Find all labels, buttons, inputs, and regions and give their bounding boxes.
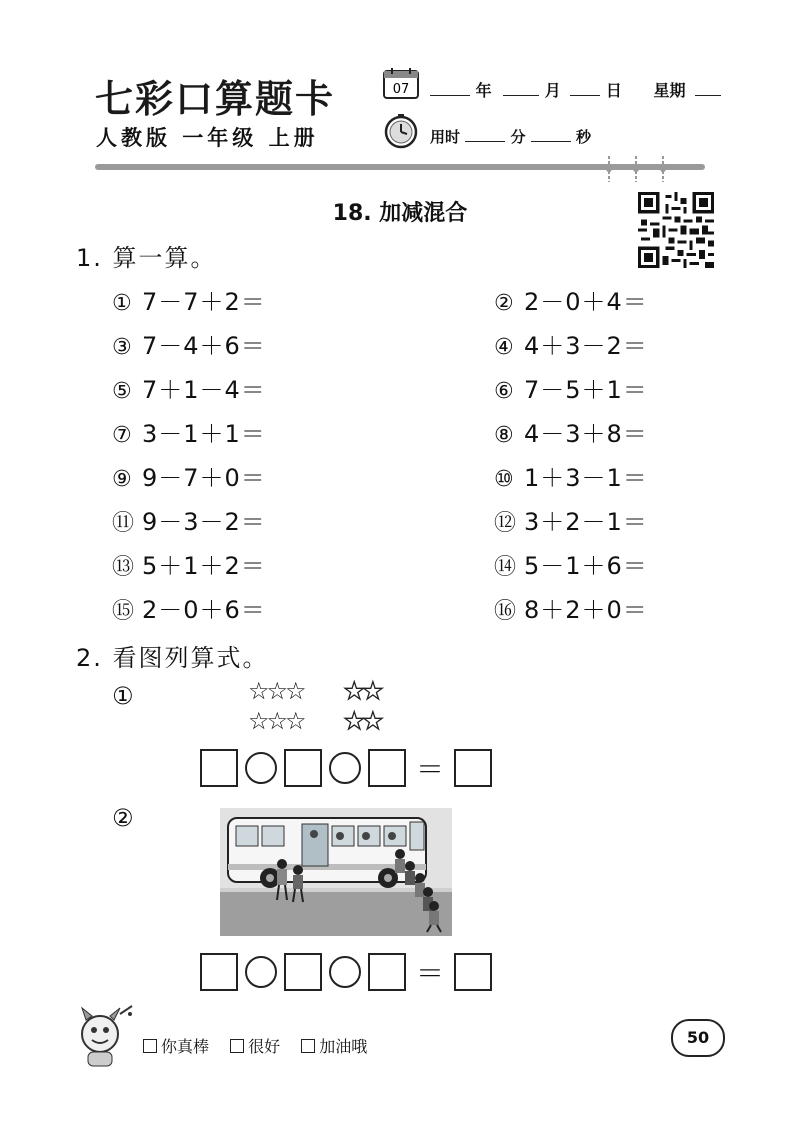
section2-title: 2. 看图列算式。	[76, 644, 269, 672]
problem-expression: 7－4＋6＝	[142, 332, 266, 360]
choice-label: 加油哦	[319, 1037, 368, 1056]
day-blank[interactable]	[570, 81, 600, 96]
problem-item[interactable]	[112, 414, 266, 449]
problem-item[interactable]	[494, 326, 648, 361]
problem-number: ⑨	[112, 467, 133, 492]
problem-expression: 3＋2－1＝	[524, 508, 648, 536]
problem-number: ⑥	[494, 379, 515, 404]
page-number: 50	[671, 1019, 725, 1057]
problem-expression: 7－7＋2＝	[142, 288, 266, 316]
problem-item[interactable]	[112, 326, 266, 361]
minute-blank[interactable]	[465, 127, 505, 142]
brand-title: 七彩口算题卡	[95, 76, 336, 121]
item2-number: ②	[112, 804, 135, 832]
operator-circle[interactable]	[245, 752, 277, 784]
problem-number: ⑦	[112, 423, 133, 448]
problem-expression: 5－1＋6＝	[524, 552, 648, 580]
divider-ornament	[633, 156, 639, 182]
outline-stars-row: ☆☆☆	[248, 707, 304, 735]
calendar-day: 07	[392, 82, 410, 97]
problem-item[interactable]	[112, 590, 266, 625]
operator-circle[interactable]	[329, 752, 361, 784]
year-label: 年	[475, 81, 492, 100]
second-label: 秒	[575, 128, 591, 146]
equals-sign: ＝	[416, 957, 445, 990]
calendar-icon	[383, 67, 419, 99]
week-blank[interactable]	[695, 81, 721, 96]
problem-number: ④	[494, 335, 515, 360]
answer-box[interactable]	[284, 953, 322, 991]
problem-number: ⑧	[494, 423, 515, 448]
problem-number: ①	[112, 291, 133, 316]
stars-picture	[248, 676, 381, 736]
problem-expression: 7＋1－4＝	[142, 376, 266, 404]
answer-box[interactable]	[368, 953, 406, 991]
clock-icon	[383, 113, 419, 149]
filled-stars-row: ★★	[343, 707, 381, 735]
problem-number: ⑪	[112, 511, 136, 536]
problem-number: ⑩	[494, 467, 515, 492]
problem-expression: 9－3－2＝	[142, 508, 266, 536]
month-label: 月	[544, 81, 561, 100]
equals-sign: ＝	[416, 753, 445, 786]
problem-item[interactable]	[494, 546, 648, 581]
problem-number: ⑬	[112, 555, 136, 580]
self-evaluation	[143, 1034, 367, 1057]
section1-title: 1. 算一算。	[76, 244, 217, 272]
qr-code-icon[interactable]	[638, 192, 714, 268]
answer-box[interactable]	[368, 749, 406, 787]
problem-number: ②	[494, 291, 515, 316]
answer-box[interactable]	[454, 749, 492, 787]
answer-box[interactable]	[200, 749, 238, 787]
problem-number: ⑤	[112, 379, 133, 404]
edition-label: 人教版 一年级 上册	[96, 126, 319, 150]
problem-number: ⑫	[494, 511, 518, 536]
second-blank[interactable]	[531, 127, 571, 142]
divider-ornament	[606, 156, 612, 182]
answer-box[interactable]	[284, 749, 322, 787]
answer-box[interactable]	[454, 953, 492, 991]
problem-expression: 4－3＋8＝	[524, 420, 648, 448]
month-blank[interactable]	[503, 81, 539, 96]
problem-item[interactable]	[494, 370, 648, 405]
problem-expression: 1＋3－1＝	[524, 464, 648, 492]
checkbox[interactable]	[230, 1039, 244, 1053]
problem-expression: 7－5＋1＝	[524, 376, 648, 404]
problem-item[interactable]	[494, 414, 648, 449]
minute-label: 分	[510, 128, 526, 146]
week-label: 星期	[653, 81, 686, 100]
answer-row-1	[200, 748, 492, 788]
problem-item[interactable]	[112, 282, 266, 317]
problem-number: ③	[112, 335, 133, 360]
checkbox[interactable]	[301, 1039, 315, 1053]
checkbox[interactable]	[143, 1039, 157, 1053]
choice-label: 很好	[248, 1037, 281, 1056]
divider-ornament	[660, 156, 666, 182]
year-blank[interactable]	[430, 81, 470, 96]
problem-expression: 5＋1＋2＝	[142, 552, 266, 580]
header-divider	[95, 164, 705, 170]
problem-item[interactable]	[494, 282, 648, 317]
choice-label: 你真棒	[161, 1037, 210, 1056]
problem-item[interactable]	[494, 458, 648, 493]
lesson-title: 18. 加减混合	[332, 201, 468, 226]
problem-item[interactable]	[112, 502, 266, 537]
outline-stars-row: ☆☆☆	[248, 677, 304, 705]
problem-item[interactable]	[112, 458, 266, 493]
problem-item[interactable]	[112, 370, 266, 405]
operator-circle[interactable]	[245, 956, 277, 988]
problem-expression: 4＋3－2＝	[524, 332, 648, 360]
problem-expression: 2－0＋4＝	[524, 288, 648, 316]
problem-expression: 2－0＋6＝	[142, 596, 266, 624]
problem-expression: 3－1＋1＝	[142, 420, 266, 448]
filled-stars-row: ★★	[343, 677, 381, 705]
problem-number: ⑭	[494, 555, 518, 580]
problem-expression: 9－7＋0＝	[142, 464, 266, 492]
problem-number: ⑯	[494, 599, 518, 624]
item1-number: ①	[112, 682, 135, 710]
bus-illustration	[220, 808, 452, 936]
answer-box[interactable]	[200, 953, 238, 991]
day-label: 日	[605, 81, 622, 100]
problem-item[interactable]	[494, 590, 648, 625]
time-line	[430, 126, 591, 147]
problem-item[interactable]	[494, 502, 648, 537]
answer-row-2	[200, 952, 492, 992]
problem-number: ⑮	[112, 599, 136, 624]
operator-circle[interactable]	[329, 956, 361, 988]
problem-item[interactable]	[112, 546, 266, 581]
mascot-icon	[74, 1004, 136, 1068]
date-line	[430, 78, 721, 101]
time-label: 用时	[430, 128, 461, 146]
problem-expression: 8＋2＋0＝	[524, 596, 648, 624]
